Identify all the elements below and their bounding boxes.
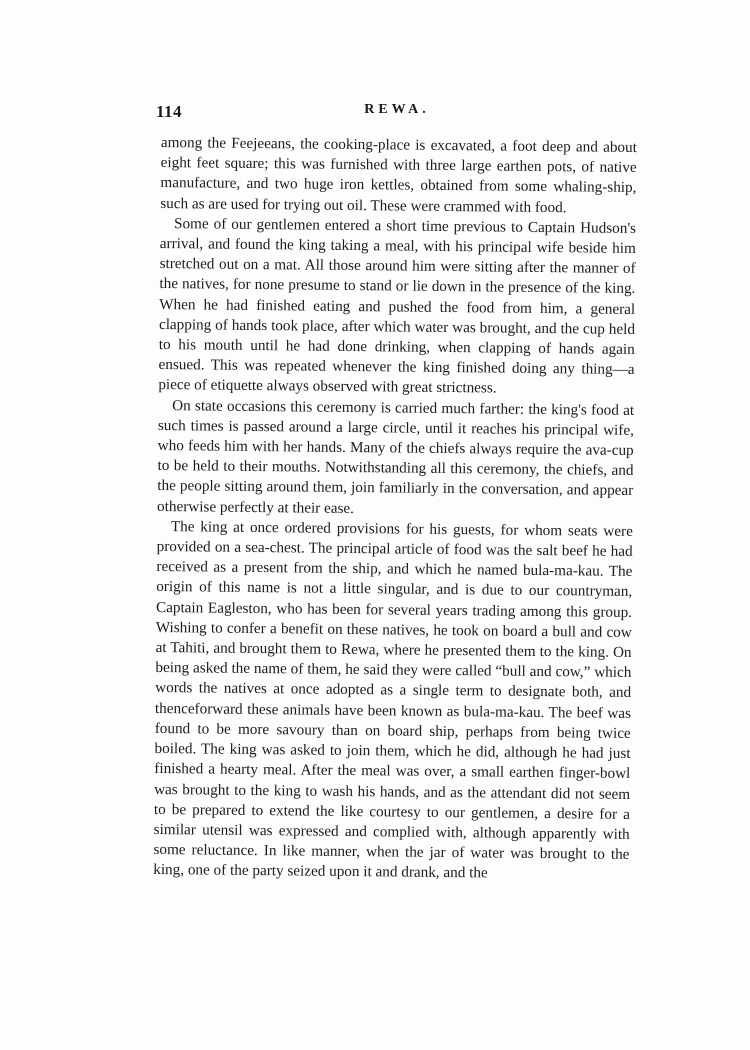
running-head: REWA.	[364, 102, 430, 117]
paragraph-state-occasions: On state occasions this ceremony is carried much farther: the king's food at such times is passed around a large circle, until it reaches his principal wife, who feeds him with her hands. Many of the chiefs always require the ava-cup to be held to their mouths. Notwithstanding all this ceremony, the chiefs, and the people sitting around them, join familiarly in the conversation, and appear otherwise perfectly at their ease.	[157, 396, 635, 517]
page-header	[156, 98, 638, 126]
paragraph-continuation: among the Feejeeans, the cooking-place is excavated, a foot deep and about eight feet square; this was furnished with three large earthen pots, of native manufacture, and two huge iron kettles, obtained from some whaling-ship, such as are used for trying out oil. These were crammed with food.	[160, 133, 637, 216]
paragraph-provisions: The king at once ordered provisions for his guests, for whom seats were provided on a sea-chest. The principal article of food was the salt beef he had received as a present from the ship, and which he named bula-ma-kau. The origin of this name is not a little singular, and is due to our countryman, Captain Eagleston, who has been for several years trading among this group. Wishing to confer a benefit on these natives, he took on board a bull and cow at Tahiti, and brought them to Rewa, where he presented them to the king. On being asked the name of them, he said they were called “bull and cow,” which words the natives at once adopted as a single term to designate both, and thenceforward these animals have been known as bula-ma-kau. The beef was found to be more savoury than on board ship, perhaps from being twice boiled. The king was asked to join them, which he did, although he had just finished a hearty meal. After the meal was over, a small earthen finger-bowl was brought to the king to wash his hands, and as the attendant did not seem to be prepared to extend the like courtesy to our gentlemen, a desire for a similar utensil was expressed and complied with, although apparently with some reluctance. In like manner, when the jar of water was brought to the king, one of the party seized upon it and drank, and the	[153, 517, 633, 882]
paragraph-king-meal: Some of our gentlemen entered a short time previous to Captain Hudson's arrival, and found the king taking a meal, with his principal wife beside him stretched out on a mat. All those around him were sitting after the manner of the natives, for none presume to stand or lie down in the presence of the king. When he had finished eating and pushed the food from him, a general clapping of hands took place, after which water was brought, and the cup held to his mouth until he had done drinking, when clapping of hands again ensued. This was repeated whenever the king finished doing any thing—a piece of etiquette always observed with great strictness.	[158, 214, 637, 397]
body-text	[153, 133, 637, 885]
page-number: 114	[156, 102, 183, 121]
